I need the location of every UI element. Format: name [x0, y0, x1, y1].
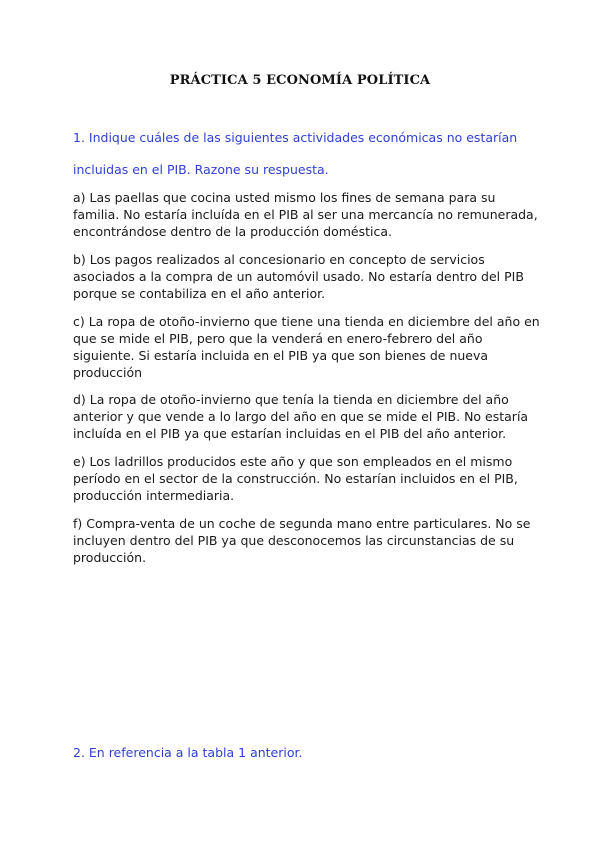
answer-a: a) Las paellas que cocina usted mismo los fines de semana para su familia. No estaría incluída en el PIB al ser una mercancía no remunerada, encontrándose dentro de la producción doméstica.	[73, 190, 538, 239]
answer-e: e) Los ladrillos producidos este año y que son empleados en el mismo período en el sector de la construcción. No estarían incluidos en el PIB, producción intermediaria.	[73, 454, 518, 503]
question-1-line-2: incluidas en el PIB. Razone su respuesta.	[73, 162, 329, 177]
question-1-line-1: 1. Indique cuáles de las siguientes actividades económicas no estarían	[73, 130, 518, 145]
question-2: 2. En referencia a la tabla 1 anterior.	[73, 745, 303, 760]
document-title: PRÁCTICA 5 ECONOMÍA POLÍTICA	[169, 73, 431, 88]
answer-b: b) Los pagos realizados al concesionario en concepto de servicios asociados a la compra de un automóvil usado. No estaría dentro del PIB porque se contabiliza en el año anterior.	[73, 252, 524, 301]
answer-c: c) La ropa de otoño-invierno que tiene una tienda en diciembre del año en que se mide el PIB, pero que la venderá en enero-febrero del año siguiente. Si estaría incluida en el PIB ya que son bienes de nueva producción	[73, 314, 540, 380]
answer-f: f) Compra-venta de un coche de segunda mano entre particulares. No se incluyen dentro del PIB ya que desconocemos las circunstancias de su producción.	[73, 516, 531, 565]
answer-d: d) La ropa de otoño-invierno que tenía la tienda en diciembre del año anterior y que vende a lo largo del año en que se mide el PIB. No estaría incluída en el PIB ya que estarían incluidas en el PIB del año anterior.	[73, 392, 529, 441]
